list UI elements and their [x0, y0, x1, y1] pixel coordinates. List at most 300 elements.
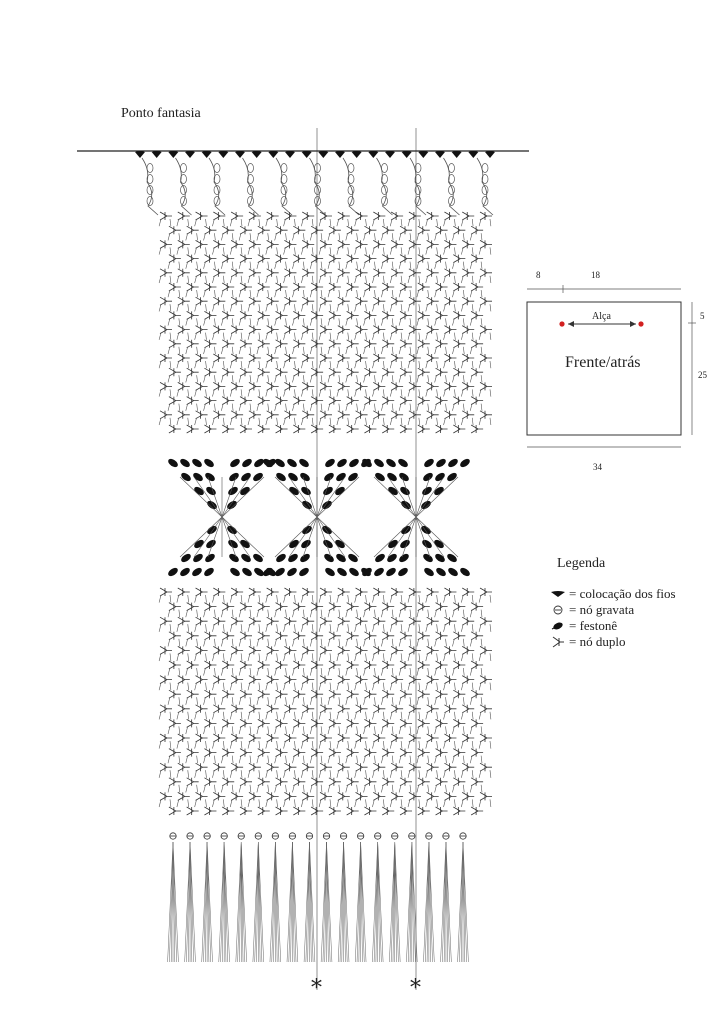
cord-segment [197, 785, 198, 793]
cord-segment [277, 624, 278, 632]
cord-segment [286, 233, 287, 240]
cord-segment [204, 726, 206, 734]
double-knot [276, 368, 288, 376]
cord-segment [230, 770, 232, 778]
double-knot [222, 255, 234, 263]
cord-segment [275, 756, 277, 764]
fringe-strand [241, 842, 245, 962]
double-knot [231, 297, 243, 305]
double-knot [453, 283, 465, 291]
cord-segment [481, 639, 482, 647]
cord-segment [292, 697, 294, 705]
cord-segment [426, 770, 428, 778]
cord-segment [284, 624, 286, 632]
double-knot [400, 283, 412, 291]
double-knot [382, 283, 394, 291]
cord-segment [435, 610, 437, 618]
cord-segment [195, 741, 197, 749]
double-knot [418, 749, 430, 757]
double-knot [187, 807, 199, 815]
cord-segment [374, 668, 375, 676]
mounting-knot [252, 151, 262, 158]
double-knot [249, 297, 261, 305]
double-knot [284, 240, 296, 248]
cord-segment [319, 712, 321, 720]
cord-segment [330, 770, 331, 778]
cord-segment [159, 741, 161, 749]
cord-segment [346, 639, 348, 647]
double-knot [240, 661, 252, 669]
double-knot [427, 588, 439, 596]
double-knot [196, 646, 208, 654]
double-knot [356, 588, 368, 596]
cord-segment [383, 389, 384, 396]
cord-segment [366, 276, 367, 283]
cord-segment [212, 770, 214, 778]
cord-segment [399, 697, 401, 705]
double-knot [471, 719, 483, 727]
cord-segment [408, 683, 410, 691]
double-knot [293, 340, 305, 348]
cord-segment [472, 219, 473, 226]
cord-segment [410, 347, 411, 354]
double-knot [160, 792, 172, 800]
cord-segment [241, 712, 242, 720]
double-knot [258, 690, 270, 698]
double-knot [364, 255, 376, 263]
double-knot [382, 719, 394, 727]
double-knot [382, 778, 394, 786]
cord-segment [337, 653, 339, 661]
cord-segment [401, 276, 402, 283]
double-knot [169, 340, 181, 348]
header-chain [209, 158, 225, 215]
double-knot [204, 283, 216, 291]
double-knot [418, 690, 430, 698]
double-knot [320, 326, 332, 334]
double-knot [267, 646, 279, 654]
cord-segment [372, 770, 374, 778]
double-knot [453, 603, 465, 611]
double-knot [240, 749, 252, 757]
double-knot [231, 382, 243, 390]
festoon-knot [301, 524, 314, 536]
cord-segment [248, 624, 250, 632]
cord-segment [232, 318, 233, 325]
cord-segment [426, 595, 428, 603]
double-knot [364, 226, 376, 234]
cord-segment [277, 247, 278, 254]
double-knot [364, 311, 376, 319]
cord-segment [321, 756, 322, 764]
cord-segment [259, 247, 260, 254]
cord-segment [310, 756, 312, 764]
cord-segment [366, 741, 367, 749]
cord-segment [241, 683, 242, 691]
double-knot [329, 397, 341, 405]
cord-segment [301, 595, 303, 603]
cord-segment [186, 785, 188, 793]
cord-segment [312, 712, 313, 720]
double-knot [302, 269, 314, 277]
radial-cord [275, 517, 317, 557]
double-knot [338, 617, 350, 625]
cord-segment [444, 683, 446, 691]
double-knot [480, 326, 492, 334]
double-knot [169, 749, 181, 757]
festoon-knot [299, 471, 312, 483]
cord-segment [259, 389, 260, 396]
legend-text: = colocação dos fios [569, 586, 676, 601]
double-knot [231, 646, 243, 654]
cord-segment [188, 683, 189, 691]
cord-segment [461, 683, 463, 691]
double-knot [258, 368, 270, 376]
cord-segment [177, 712, 179, 720]
cord-segment [257, 668, 259, 676]
double-knot [409, 326, 421, 334]
cord-segment [419, 389, 420, 396]
cord-segment [364, 785, 366, 793]
double-knot [480, 792, 492, 800]
cord-segment [312, 304, 313, 311]
radial-cord [416, 517, 430, 557]
double-knot [231, 734, 243, 742]
cord-segment [346, 697, 348, 705]
double-knot [347, 603, 359, 611]
cord-segment [214, 375, 215, 382]
cord-segment [268, 785, 269, 793]
cord-segment [357, 726, 358, 734]
cord-segment [357, 639, 358, 647]
fringe-strand [412, 842, 416, 962]
double-knot [231, 411, 243, 419]
cord-segment [452, 726, 454, 734]
double-knot [213, 326, 225, 334]
cord-segment [348, 683, 349, 691]
double-knot [480, 212, 492, 220]
radial-cord [374, 477, 416, 517]
cord-segment [372, 741, 374, 749]
cord-segment [339, 318, 340, 325]
chain-loop [181, 197, 187, 206]
double-knot [444, 297, 456, 305]
cord-segment [250, 726, 251, 734]
cord-segment [321, 233, 322, 240]
double-knot [453, 778, 465, 786]
double-knot [480, 763, 492, 771]
double-knot [249, 212, 261, 220]
header-chain [377, 158, 393, 215]
double-knot [364, 719, 376, 727]
fringe-strand [395, 842, 399, 962]
double-knot [391, 588, 403, 596]
cord-segment [366, 418, 367, 425]
cord-segment [268, 668, 269, 676]
double-knot [373, 326, 385, 334]
cord-segment [286, 756, 287, 764]
double-knot [480, 354, 492, 362]
double-knot [400, 661, 412, 669]
double-knot [356, 705, 368, 713]
cord-segment [188, 418, 189, 425]
cord-segment [426, 683, 428, 691]
double-knot [258, 807, 270, 815]
cord-segment [328, 639, 330, 647]
double-knot [258, 340, 270, 348]
cord-segment [419, 683, 420, 691]
double-knot [427, 354, 439, 362]
cord-segment [339, 726, 340, 734]
cord-segment [392, 610, 393, 618]
double-knot [240, 368, 252, 376]
festoon-knot [275, 552, 288, 564]
festoon-knot [203, 457, 216, 469]
cord-segment [374, 262, 375, 269]
double-knot [329, 226, 341, 234]
cord-segment [212, 624, 214, 632]
cord-segment [170, 304, 171, 311]
cord-segment [230, 683, 232, 691]
cord-segment [286, 318, 287, 325]
double-knot [391, 326, 403, 334]
double-knot [320, 240, 332, 248]
cord-segment [232, 697, 233, 705]
cord-segment [348, 219, 349, 226]
festoon-knot [241, 566, 254, 578]
cord-segment [490, 683, 491, 691]
cord-segment [348, 247, 349, 254]
cord-segment [266, 770, 268, 778]
cord-segment [419, 304, 420, 311]
double-knot [444, 354, 456, 362]
double-knot [178, 297, 190, 305]
cord-segment [239, 726, 241, 734]
double-knot [222, 719, 234, 727]
cord-segment [186, 756, 188, 764]
cord-segment [212, 653, 214, 661]
double-knot [436, 226, 448, 234]
double-knot [480, 240, 492, 248]
double-knot [436, 690, 448, 698]
double-knot [409, 705, 421, 713]
chain-loop [281, 197, 287, 206]
double-knot [382, 311, 394, 319]
strap-dot-right [638, 321, 643, 326]
double-knot [338, 588, 350, 596]
double-knot [427, 617, 439, 625]
cord-segment [366, 653, 367, 661]
cord-segment [428, 262, 429, 269]
cord-segment [481, 233, 482, 240]
cord-segment [328, 697, 330, 705]
cord-segment [366, 712, 367, 720]
cord-segment [292, 756, 294, 764]
cord-segment [383, 683, 384, 691]
cord-segment [372, 624, 374, 632]
double-knot [196, 734, 208, 742]
double-knot [373, 676, 385, 684]
cord-segment [330, 595, 331, 603]
fringe-strand [442, 842, 446, 962]
cord-segment [257, 785, 259, 793]
double-knot [480, 269, 492, 277]
double-knot [284, 705, 296, 713]
double-knot [178, 676, 190, 684]
cord-segment [241, 276, 242, 283]
cord-segment [366, 683, 367, 691]
cord-segment [374, 347, 375, 354]
cord-segment [452, 785, 454, 793]
double-knot [364, 632, 376, 640]
cord-segment [159, 653, 161, 661]
cord-segment [392, 404, 393, 411]
chain-loop [147, 197, 153, 206]
double-knot [436, 603, 448, 611]
cord-segment [357, 290, 358, 297]
cord-segment [410, 639, 411, 647]
cord-segment [472, 741, 473, 749]
cord-segment [206, 219, 207, 226]
double-knot [302, 326, 314, 334]
cord-segment [428, 610, 429, 618]
cord-segment [337, 712, 339, 720]
cord-segment [204, 785, 206, 793]
cord-segment [463, 404, 464, 411]
cord-segment [259, 418, 260, 425]
festoon-knot [179, 457, 192, 469]
double-knot [418, 632, 430, 640]
cord-segment [383, 304, 384, 311]
double-knot [356, 792, 368, 800]
double-knot [444, 646, 456, 654]
double-knot [364, 807, 376, 815]
double-knot [204, 661, 216, 669]
cord-segment [312, 653, 313, 661]
cord-segment [277, 361, 278, 368]
cord-segment [206, 361, 207, 368]
festoon-knot [191, 566, 204, 578]
radial-cord [317, 477, 359, 517]
cord-segment [437, 683, 438, 691]
cord-segment [348, 361, 349, 368]
cord-segment [490, 712, 491, 720]
double-knot [169, 368, 181, 376]
cord-segment [339, 347, 340, 354]
festoon-knot [423, 457, 436, 469]
cord-segment [223, 333, 224, 340]
cord-segment [259, 361, 260, 368]
chain-loop [248, 164, 254, 173]
double-knot [169, 397, 181, 405]
cord-segment [435, 697, 437, 705]
cord-segment [392, 262, 393, 269]
double-knot [418, 661, 430, 669]
double-knot [222, 368, 234, 376]
fringe-strand [459, 842, 463, 962]
double-knot [213, 617, 225, 625]
cord-segment [330, 389, 331, 396]
cord-segment [401, 653, 402, 661]
double-knot [276, 397, 288, 405]
double-knot [329, 368, 341, 376]
double-knot [169, 226, 181, 234]
double-knot [222, 632, 234, 640]
cord-segment [461, 653, 463, 661]
cord-segment [277, 770, 278, 778]
double-knot [427, 676, 439, 684]
cord-segment [195, 653, 197, 661]
double-knot [276, 807, 288, 815]
double-knot [258, 603, 270, 611]
header-chain [243, 158, 259, 215]
cord-segment [446, 347, 447, 354]
festoon-knot [348, 566, 361, 578]
double-knot [302, 354, 314, 362]
cord-segment [321, 785, 322, 793]
double-knot [169, 425, 181, 433]
radial-cord [416, 477, 430, 517]
cord-segment [206, 304, 207, 311]
cord-segment [419, 770, 420, 778]
cord-segment [319, 683, 321, 691]
cord-segment [419, 799, 420, 807]
double-knot [240, 807, 252, 815]
fringe-strand [391, 842, 395, 962]
double-knot [382, 661, 394, 669]
double-knot [462, 382, 474, 390]
cord-segment [490, 624, 491, 632]
chain-loop [382, 197, 388, 206]
cord-segment [348, 624, 349, 632]
double-knot [196, 588, 208, 596]
double-knot [453, 425, 465, 433]
double-knot [258, 311, 270, 319]
double-knot [249, 763, 261, 771]
double-knot [347, 632, 359, 640]
cord-segment [197, 756, 198, 764]
cord-segment [437, 304, 438, 311]
cord-segment [214, 726, 215, 734]
cord-segment [437, 361, 438, 368]
cord-segment [390, 712, 392, 720]
double-knot [444, 676, 456, 684]
festoon-knot [336, 457, 349, 469]
double-knot [267, 411, 279, 419]
double-knot [213, 676, 225, 684]
cord-segment [357, 668, 358, 676]
cord-segment [250, 756, 251, 764]
cord-segment [454, 219, 455, 226]
festoon-knot [459, 457, 472, 469]
cord-segment [364, 697, 366, 705]
cord-segment [214, 404, 215, 411]
cord-segment [197, 639, 198, 647]
cord-segment [383, 799, 384, 807]
cord-segment [399, 756, 401, 764]
cord-segment [170, 624, 171, 632]
cord-segment [319, 624, 321, 632]
cord-segment [188, 595, 189, 603]
cord-segment [197, 697, 198, 705]
cord-segment [170, 333, 171, 340]
double-knot [480, 705, 492, 713]
double-knot [178, 411, 190, 419]
double-knot [338, 411, 350, 419]
cord-segment [355, 712, 357, 720]
legend-text: = nó gravata [569, 602, 635, 617]
cord-segment [463, 639, 464, 647]
